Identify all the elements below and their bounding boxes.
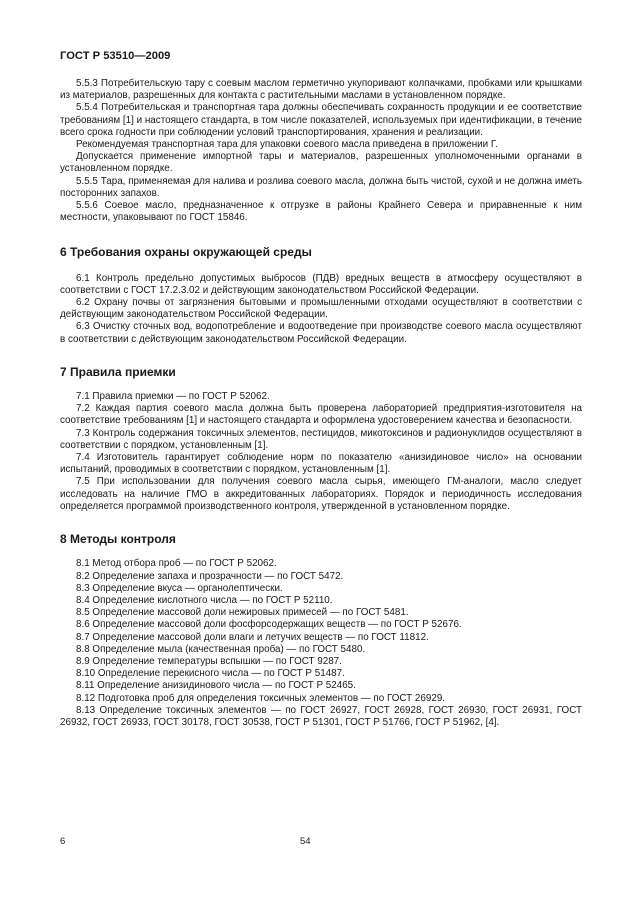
list-item: 8.6 Определение массовой доли фосфорсодержащих веществ — по ГОСТ Р 52676. [76, 619, 462, 631]
paragraph-6-1: 6.1 Контроль предельно допустимых выбросов (ПДВ) вредных веществ в атмосферу осуществляют в соответствии с ГОСТ 17.2.3.02 и действующим законодательством Российской Федерации. [60, 272, 582, 296]
paragraph-6-3: 6.3 Очистку сточных вод, водопотребление и водоотведение при производстве соевого масла осуществляют в соответствии с действующим законодательством Российской Федерации. [60, 321, 582, 345]
section-6-heading: 6 Требования охраны окружающей среды [60, 245, 312, 260]
page-number-total: 54 [300, 836, 311, 847]
list-item: 8.7 Определение массовой доли влаги и летучих веществ — по ГОСТ 11812. [76, 631, 429, 643]
list-item: 8.3 Определение вкуса — органолептически. [76, 582, 283, 594]
list-item: 8.2 Определение запаха и прозрачности — по ГОСТ 5472. [76, 570, 344, 582]
list-item: 8.4 Определение кислотного числа — по ГОСТ Р 52110. [76, 594, 333, 606]
paragraph-5-5-3: 5.5.3 Потребительскую тару с соевым маслом герметично укупоривают колпачками, пробками или крышками из материалов, разрешенных для контакта с растительными маслами в установленном порядке. [60, 78, 582, 102]
list-item: 8.5 Определение массовой доли нежировых примесей — по ГОСТ 5481. [76, 607, 409, 619]
list-item: 8.11 Определение анизидинового числа — по ГОСТ Р 52465. [76, 680, 356, 692]
page-body [60, 78, 582, 729]
list-item: 8.9 Определение температуры вспышки — по ГОСТ 9287. [76, 655, 342, 667]
paragraph-7-4: 7.4 Изготовитель гарантирует соблюдение норм по показателю «анизидиновое число» на основании испытаний, проводимых в соответствии с порядком, установленным [1]. [60, 452, 582, 476]
paragraph-7-3: 7.3 Контроль содержания токсичных элементов, пестицидов, микотоксинов и радионуклидов осуществляют в соответствии с порядком, установленным [1]. [60, 427, 582, 451]
list-item: 8.12 Подготовка проб для определения токсичных элементов — по ГОСТ 26929. [76, 692, 446, 704]
page-number-local: 6 [60, 836, 66, 847]
paragraph-6-2: 6.2 Охрану почвы от загрязнения бытовыми и промышленными отходами осуществляют в соответствии с действующим законодательством Российской Федерации. [60, 297, 582, 321]
list-item: 8.1 Метод отбора проб — по ГОСТ Р 52062. [76, 558, 277, 570]
paragraph-7-2: 7.2 Каждая партия соевого масла должна быть проверена лабораторией предприятия-изготовителя на соответствие требованиям [1] и настоящего стандарта и оформлена удостоверением качества и безопасности. [60, 403, 582, 427]
paragraph-7-1: 7.1 Правила приемки — по ГОСТ Р 52062. [76, 391, 270, 403]
paragraph-transport-tare: Рекомендуемая транспортная тара для упаковки соевого масла приведена в приложении Г. [76, 139, 498, 151]
paragraph-5-5-4: 5.5.4 Потребительская и транспортная тара должны обеспечивать сохранность продукции и ее соответствие требованиям [1] и настоящего стандарта, в том числе показателей, используемых при идентификации, в течение всего срока годности при соблюдении условий транспортирования, хранения и реализации. [60, 102, 582, 138]
paragraph-import-tare: Допускается применение импортной тары и материалов, разрешенных уполномоченными органами в установленном порядке. [60, 151, 582, 175]
document-header: ГОСТ Р 53510—2009 [60, 50, 171, 62]
paragraph-7-5: 7.5 При использовании для получения соевого масла сырья, имеющего ГМ-аналоги, масло следует исследовать на наличие ГМО в аккредитованных лабораториях. Порядок и периодичность исследования определяется программой производственного контроля, утвержденной в установленном порядке. [60, 476, 582, 512]
paragraph-8-13: 8.13 Определение токсичных элементов — по ГОСТ 26927, ГОСТ 26928, ГОСТ 26930, ГОСТ 26931, ГОСТ 26932, ГОСТ 26933, ГОСТ 30178, ГОСТ 30538, ГОСТ Р 51301, ГОСТ Р 51766, ГОСТ Р 51962, [4]. [60, 704, 582, 728]
list-item: 8.10 Определение перекисного числа — по ГОСТ Р 51487. [76, 668, 345, 680]
paragraph-5-5-5: 5.5.5 Тара, применяемая для налива и розлива соевого масла, должна быть чистой, сухой и не должна иметь посторонних запахов. [60, 175, 582, 199]
section-8-heading: 8 Методы контроля [60, 532, 176, 547]
paragraph-5-5-6: 5.5.6 Соевое масло, предназначенное к отгрузке в районы Крайнего Севера и приравненные к ним местности, упаковывают по ГОСТ 15846. [60, 200, 582, 224]
list-item: 8.8 Определение мыла (качественная проба) — по ГОСТ 5480. [76, 643, 366, 655]
section-7-heading: 7 Правила приемки [60, 364, 176, 379]
